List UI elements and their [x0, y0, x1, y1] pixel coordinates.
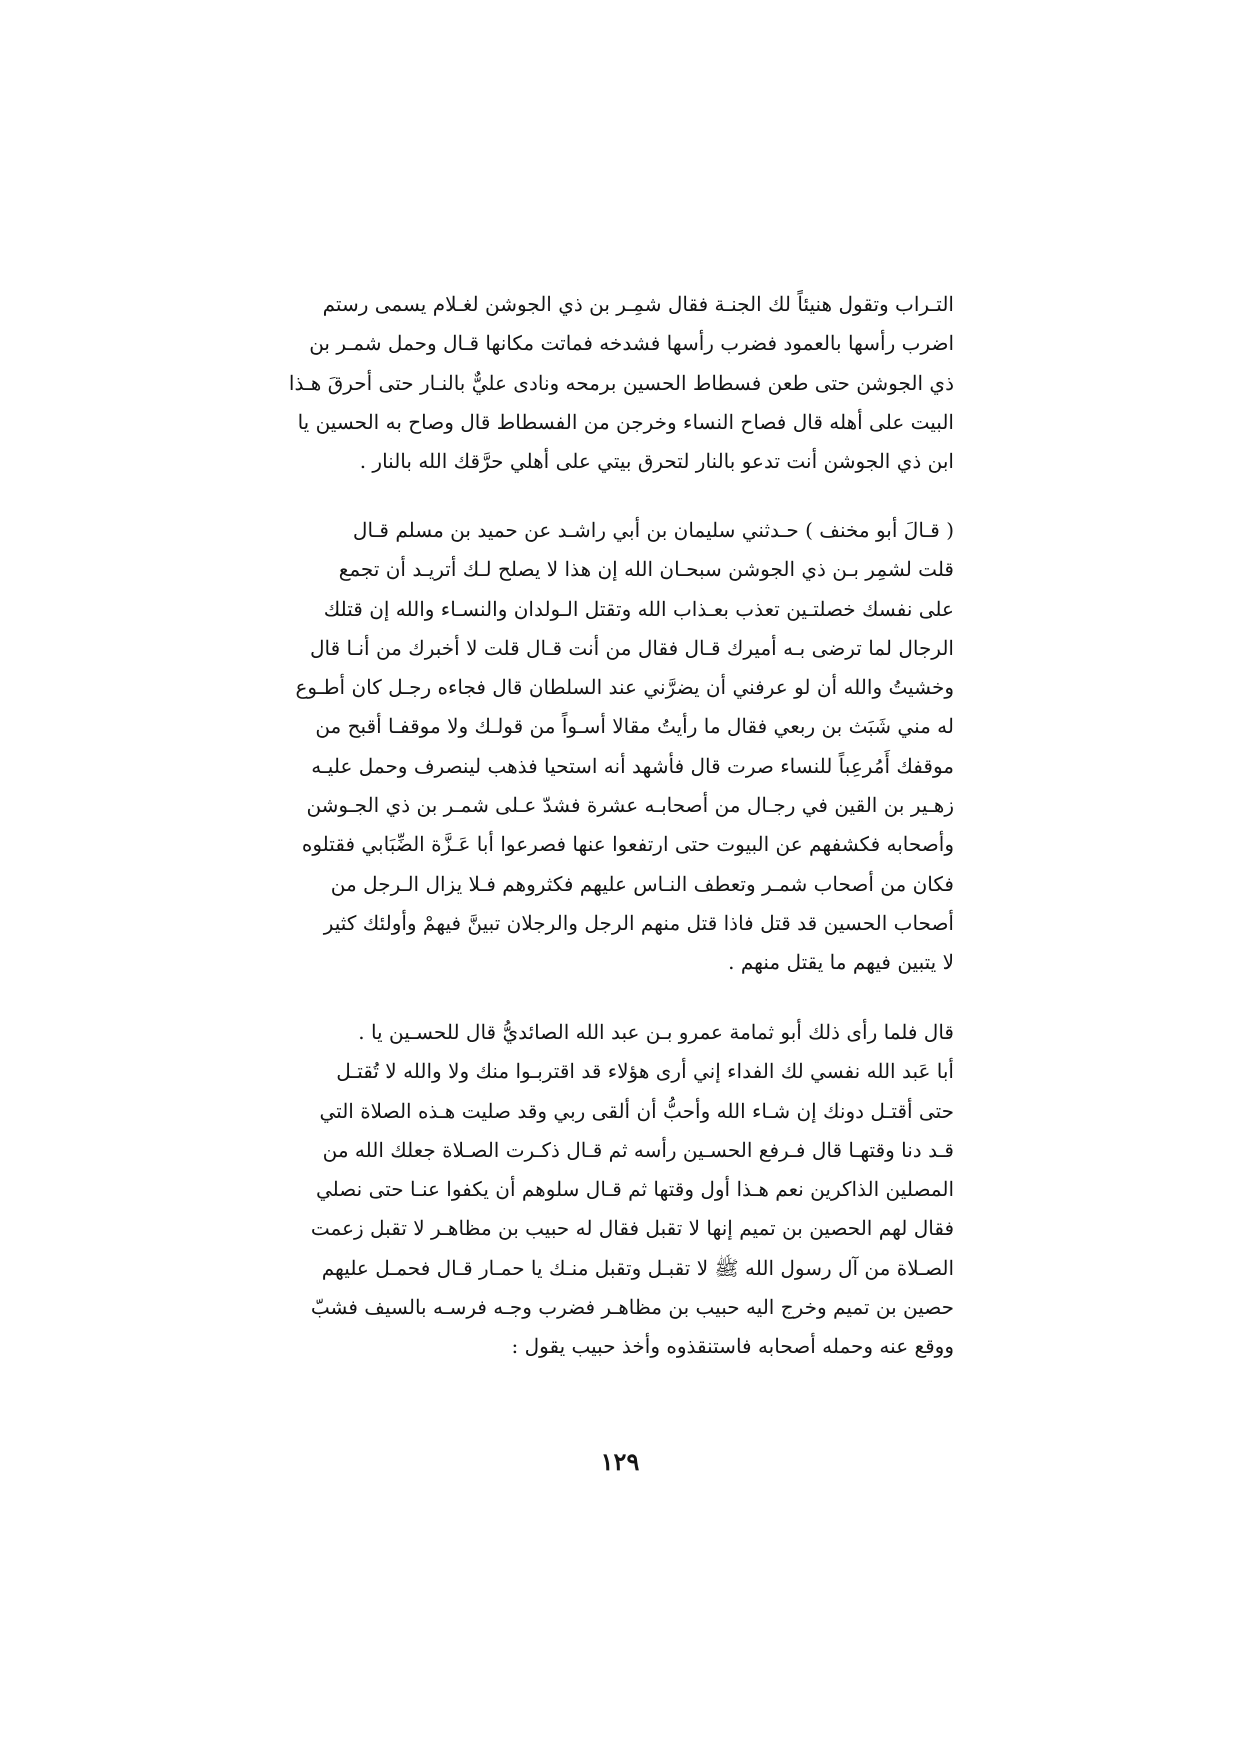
text-line: ووقع عنه وحمله أصحابه فاستنقذوه وأخذ حبيب يقول :: [511, 1334, 954, 1359]
text-line: أبا عَبد الله نفسي لك الفداء إني أرى هؤلاء قد اقتربـوا منك ولا والله لا تُقتـل: [336, 1059, 954, 1084]
text-line: فكان من أصحاب شمـر وتعطف النـاس عليهم فكثروهم فـلا يزال الـرجل من: [330, 871, 954, 896]
text-line: زهـير بن القين في رجـال من أصحابـه عشرة فشدّ عـلى شمـر بن ذي الجـوشن: [306, 793, 954, 818]
text-line: قلت لشمِر بـن ذي الجوشن سبحـان الله إن هذا لا يصلح لـك أتريـد أن تجمع: [338, 557, 954, 582]
page-number: ١٢٩: [600, 1447, 640, 1476]
text-line: وأصحابه فكشفهم عن البيوت حتى ارتفعوا عنها فصرعوا أبا عَـزَّة الضِّبَابي فقتلوه: [301, 832, 954, 857]
text-line: قـد دنا وقتهـا قال فـرفع الحسـين رأسه ثم قـال ذكـرت الصـلاة جعلك الله من: [322, 1137, 954, 1162]
paragraph-1: [262, 285, 954, 481]
paragraph-2: [262, 511, 954, 983]
text-line: لا يتبين فيهم ما يقتل منهم .: [728, 950, 954, 975]
text-line: المصلين الذاكرين نعم هـذا أول وقتها ثم قـال سلوهم أن يكفوا عنـا حتى نصلي: [316, 1177, 954, 1202]
paragraph-3: [262, 1013, 954, 1367]
text-line: له مني شَبَث بن ربعي فقال ما رأيتُ مقالا أسـواً من قولـك ولا موقفـا أقبح من: [315, 714, 954, 739]
text-line: فقال لهم الحصين بن تميم إنها لا تقبل فقال له حبيب بن مظاهـر لا تقبل زعمت: [310, 1216, 954, 1241]
text-line: البيت على أهله قال فصاح النساء وخرجن من الفسطاط قال وصاح به الحسين يا: [297, 409, 954, 434]
text-line: ( قـالَ أبو مخنف ) حـدثني سليمان بن أبي راشـد عن حميد بن مسلم قـال: [352, 518, 954, 542]
text-line: الصـلاة من آل رسول الله ﷺ لا تقبـل وتقبل منـك يا حمـار قـال فحمـل عليهم: [321, 1255, 954, 1280]
text-line: حتى أقتـل دونك إن شـاء الله وأحبُّ أن ألقى ربي وقد صليت هـذه الصلاة التي: [319, 1098, 954, 1123]
text-line: اضرب رأسها بالعمود فضرب رأسها فشدخه فماتت مكانها قـال وحمل شمـر بن: [309, 331, 954, 356]
text-line: ابن ذي الجوشن أنت تدعو بالنار لتحرق بيتي على أهلي حرَّقك الله بالنار .: [359, 449, 954, 474]
text-line: أصحاب الحسين قد قتل فاذا قتل منهم الرجل والرجلان تبينَّ فيهمْ وأولئك كثير: [323, 910, 954, 935]
text-line: الرجال لما ترضى بـه أميرك قـال فقال من أنت قـال قلت لا أخبرك من أنـا قال: [309, 635, 954, 660]
text-line: وخشيتُ والله أن لو عرفني أن يضرَّني عند السلطان قال فجاءه رجـل كان أطـوع: [295, 675, 954, 700]
text-line: ذي الجوشن حتى طعن فسطاط الحسين برمحه ونادى عليٌّ بالنـار حتى أحرقَ هـذا: [288, 370, 954, 395]
text-line: قال فلما رأى ذلك أبو ثمامة عمرو بـن عبد الله الصائديُّ قال للحسـين يا .: [358, 1020, 954, 1044]
text-line: على نفسك خصلتـين تعذب بعـذاب الله وتقتل الـولدان والنسـاء والله إن قتلك: [323, 596, 954, 621]
text-line: حصين بن تميم وخرج اليه حبيب بن مظاهـر فضرب وجـه فرسـه بالسيف فشبّ: [310, 1295, 954, 1320]
text-line: التـراب وتقول هنيئاً لك الجنـة فقال شمِـر بن ذي الجوشن لغـلام يسمى رستم: [322, 292, 954, 316]
text-line: موقفك أَمُرعِباً للنساء صرت قال فأشهد أنه استحيا فذهب لينصرف وحمل عليـه: [311, 753, 954, 778]
